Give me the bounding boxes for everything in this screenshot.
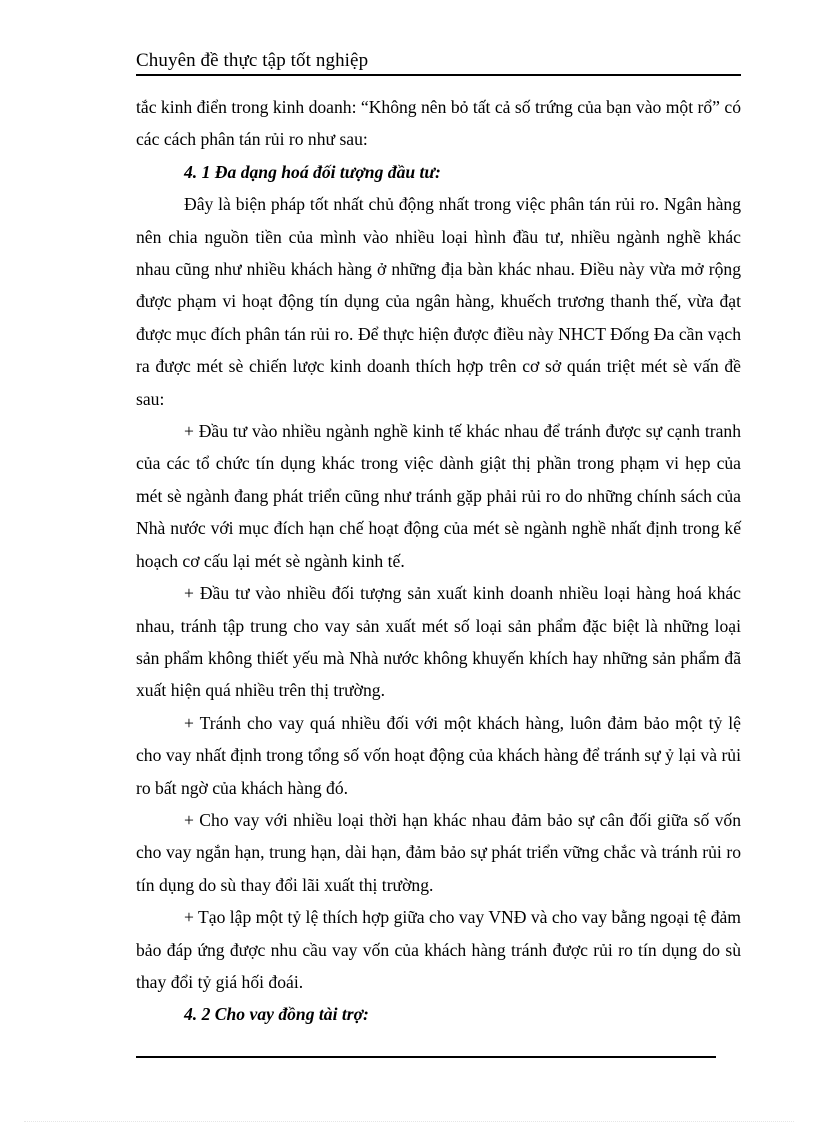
footer-divider xyxy=(136,1056,716,1058)
page-header xyxy=(136,48,741,76)
bullet-paragraph: + Cho vay với nhiều loại thời hạn khác nhau đảm bảo sự cân đối giữa số vốn cho vay ngắn hạn, trung hạn, dài hạn, đảm bảo sự phát triển vững chắc và tránh rủi ro tín dụng do sù thay đổi lãi xuất thị trường. xyxy=(136,809,741,895)
intro-paragraph: tắc kinh điển trong kinh doanh: “Không nên bỏ tất cả số trứng của bạn vào một rổ” có các cách phân tán rủi ro như sau: xyxy=(136,97,741,150)
header-title: Chuyên đề thực tập tốt nghiệp xyxy=(136,50,369,71)
page-edge-divider xyxy=(24,1121,794,1122)
section-heading-4-2: 4. 2 Cho vay đồng tài trợ: xyxy=(184,1004,369,1025)
bullet-paragraph: + Tạo lập một tỷ lệ thích hợp giữa cho vay VNĐ và cho vay bằng ngoại tệ đảm bảo đáp ứng được nhu cầu vay vốn của khách hàng tránh được rủi ro tín dụng do sù thay đổi tỷ giá hối đoái. xyxy=(136,907,741,992)
bullet-paragraph: + Tránh cho vay quá nhiều đối với một khách hàng, luôn đảm bảo một tỷ lệ cho vay nhất định trong tổng số vốn hoạt động của khách hàng để tránh sự ỷ lại và rủi ro bất ngờ của khách hàng đó. xyxy=(136,712,741,798)
document-body xyxy=(136,91,741,1031)
section-heading-4-1: 4. 1 Đa dạng hoá đối tượng đầu tư: xyxy=(184,161,441,182)
bullet-paragraph: + Đầu tư vào nhiều đối tượng sản xuất kinh doanh nhiều loại hàng hoá khác nhau, tránh tập trung cho vay sản xuất mét số loại sản phẩm đặc biệt là những loại sản phẩm không thiết yếu mà Nhà nước không khuyến khích hay những sản phẩm đã xuất hiện quá nhiều trên thị trường. xyxy=(136,583,741,701)
bullet-paragraph: + Đầu tư vào nhiều ngành nghề kinh tế khác nhau để tránh được sự cạnh tranh của các tổ chức tín dụng khác trong việc dành giật thị phần trong phạm vi hẹp của mét sè ngành đang phát triển cũng như tránh gặp phải rủi ro do những chính sách của Nhà nước với mục đích hạn chế hoạt động của mét sè ngành nghề nhất định trong kế hoạch cơ cấu lại mét sè ngành kinh tế. xyxy=(136,421,741,571)
paragraph: Đây là biện pháp tốt nhất chủ động nhất trong việc phân tán rủi ro. Ngân hàng nên chia nguồn tiền của mình vào nhiều loại hình đầu tư, nhiều ngành nghề khác nhau cũng như nhiều khách hàng ở những địa bàn khác nhau. Điều này vừa mở rộng được phạm vi hoạt động tín dụng của ngân hàng, khuếch trương thanh thế, vừa đạt được mục đích phân tán rủi ro. Để thực hiện được điều này NHCT Đống Đa cần vạch ra được mét sè chiến lược kinh doanh thích hợp trên cơ sở quán triệt mét sè vấn đề sau: xyxy=(136,194,741,409)
